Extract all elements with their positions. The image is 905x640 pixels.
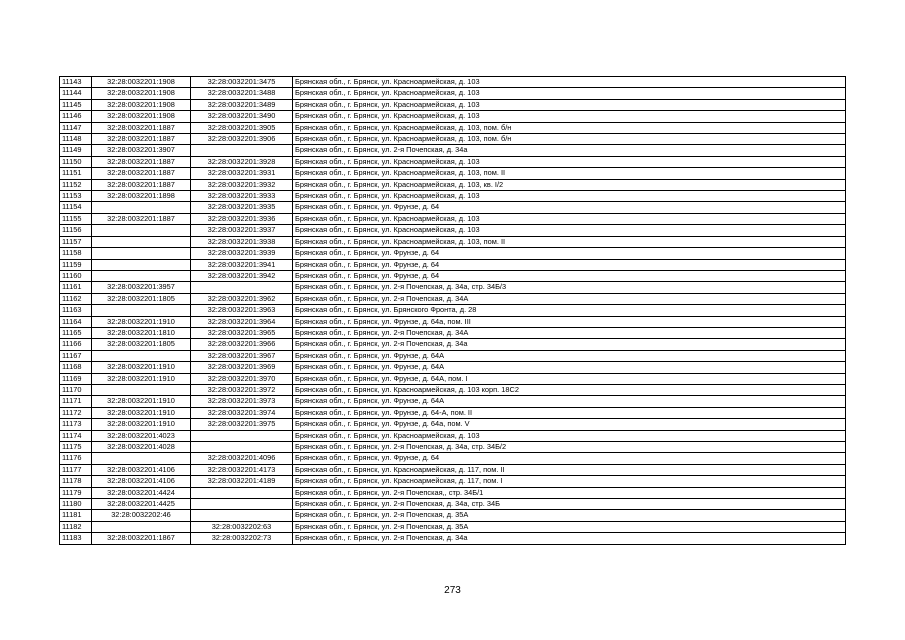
address-cell: Брянская обл., г. Брянск, ул. 2-я Почепская, д. 35А <box>293 521 846 532</box>
address-cell: Брянская обл., г. Брянск, ул. 2-я Почепская, д. 34а, стр. 34Б/2 <box>293 442 846 453</box>
parcel-cadastral-number-cell <box>92 248 191 259</box>
table-row <box>60 396 846 407</box>
parcel-cadastral-number-cell: 32:28:0032201:4028 <box>92 442 191 453</box>
table-row <box>60 442 846 453</box>
address-cell: Брянская обл., г. Брянск, ул. 2-я Почепская, д. 35А <box>293 510 846 521</box>
row-number-cell: 11143 <box>60 77 92 88</box>
address-cell: Брянская обл., г. Брянск, ул. Красноармейская, д. 103 <box>293 77 846 88</box>
parcel-cadastral-number-cell: 32:28:0032201:3957 <box>92 282 191 293</box>
page-number: 273 <box>444 585 461 596</box>
address-cell: Брянская обл., г. Брянск, ул. Фрунзе, д. 64А, пом. I <box>293 373 846 384</box>
table-row <box>60 339 846 350</box>
address-cell: Брянская обл., г. Брянск, ул. Красноармейская, д. 103, пом. б/н <box>293 122 846 133</box>
address-cell: Брянская обл., г. Брянск, ул. Фрунзе, д. 64А <box>293 350 846 361</box>
object-cadastral-number-cell: 32:28:0032201:3963 <box>191 305 293 316</box>
parcel-cadastral-number-cell: 32:28:0032201:1867 <box>92 533 191 544</box>
object-cadastral-number-cell: 32:28:0032201:3962 <box>191 293 293 304</box>
table-row <box>60 293 846 304</box>
row-number-cell: 11171 <box>60 396 92 407</box>
parcel-cadastral-number-cell: 32:28:0032201:1887 <box>92 134 191 145</box>
object-cadastral-number-cell: 32:28:0032201:3969 <box>191 362 293 373</box>
row-number-cell: 11165 <box>60 327 92 338</box>
object-cadastral-number-cell: 32:28:0032201:3933 <box>191 191 293 202</box>
object-cadastral-number-cell: 32:28:0032201:4173 <box>191 464 293 475</box>
object-cadastral-number-cell <box>191 430 293 441</box>
parcel-cadastral-number-cell: 32:28:0032201:1910 <box>92 373 191 384</box>
address-cell: Брянская обл., г. Брянск, ул. Красноармейская, д. 103 <box>293 430 846 441</box>
row-number-cell: 11145 <box>60 99 92 110</box>
table-row <box>60 259 846 270</box>
row-number-cell: 11158 <box>60 248 92 259</box>
row-number-cell: 11162 <box>60 293 92 304</box>
row-number-cell: 11181 <box>60 510 92 521</box>
object-cadastral-number-cell: 32:28:0032201:3489 <box>191 99 293 110</box>
parcel-cadastral-number-cell <box>92 225 191 236</box>
row-number-cell: 11170 <box>60 384 92 395</box>
register-table-body <box>60 77 846 545</box>
row-number-cell: 11160 <box>60 270 92 281</box>
object-cadastral-number-cell <box>191 442 293 453</box>
row-number-cell: 11154 <box>60 202 92 213</box>
object-cadastral-number-cell <box>191 487 293 498</box>
table-row <box>60 134 846 145</box>
parcel-cadastral-number-cell <box>92 350 191 361</box>
parcel-cadastral-number-cell: 32:28:0032201:4023 <box>92 430 191 441</box>
object-cadastral-number-cell: 32:28:0032201:3937 <box>191 225 293 236</box>
address-cell: Брянская обл., г. Брянск, ул. Фрунзе, д. 64 <box>293 453 846 464</box>
table-row <box>60 407 846 418</box>
address-cell: Брянская обл., г. Брянск, ул. 2-я Почепская, д. 34а <box>293 145 846 156</box>
address-cell: Брянская обл., г. Брянск, ул. Красноармейская, д. 103 <box>293 88 846 99</box>
row-number-cell: 11149 <box>60 145 92 156</box>
table-row <box>60 476 846 487</box>
table-row <box>60 533 846 544</box>
address-cell: Брянская обл., г. Брянск, ул. 2-я Почепская, д. 34а <box>293 339 846 350</box>
object-cadastral-number-cell: 32:28:0032201:3972 <box>191 384 293 395</box>
row-number-cell: 11172 <box>60 407 92 418</box>
parcel-cadastral-number-cell <box>92 453 191 464</box>
parcel-cadastral-number-cell: 32:28:0032201:1910 <box>92 407 191 418</box>
parcel-cadastral-number-cell: 32:28:0032201:1908 <box>92 99 191 110</box>
row-number-cell: 11147 <box>60 122 92 133</box>
object-cadastral-number-cell: 32:28:0032201:3488 <box>191 88 293 99</box>
parcel-cadastral-number-cell: 32:28:0032201:1887 <box>92 168 191 179</box>
table-row <box>60 510 846 521</box>
parcel-cadastral-number-cell: 32:28:0032201:4106 <box>92 476 191 487</box>
object-cadastral-number-cell: 32:28:0032201:3967 <box>191 350 293 361</box>
table-row <box>60 419 846 430</box>
object-cadastral-number-cell: 32:28:0032201:3906 <box>191 134 293 145</box>
object-cadastral-number-cell: 32:28:0032201:3975 <box>191 419 293 430</box>
parcel-cadastral-number-cell: 32:28:0032201:1810 <box>92 327 191 338</box>
parcel-cadastral-number-cell: 32:28:0032201:1910 <box>92 316 191 327</box>
address-cell: Брянская обл., г. Брянск, ул. 2-я Почепская, д. 34а <box>293 533 846 544</box>
object-cadastral-number-cell: 32:28:0032201:3941 <box>191 259 293 270</box>
parcel-cadastral-number-cell: 32:28:0032201:4106 <box>92 464 191 475</box>
table-row <box>60 270 846 281</box>
row-number-cell: 11159 <box>60 259 92 270</box>
address-cell: Брянская обл., г. Брянск, ул. Фрунзе, д. 64а, пом. V <box>293 419 846 430</box>
register-table <box>59 76 846 545</box>
object-cadastral-number-cell: 32:28:0032201:3932 <box>191 179 293 190</box>
address-cell: Брянская обл., г. Брянск, ул. Фрунзе, д. 64 <box>293 270 846 281</box>
row-number-cell: 11183 <box>60 533 92 544</box>
table-row <box>60 384 846 395</box>
object-cadastral-number-cell: 32:28:0032201:3475 <box>191 77 293 88</box>
object-cadastral-number-cell: 32:28:0032201:3928 <box>191 156 293 167</box>
row-number-cell: 11152 <box>60 179 92 190</box>
row-number-cell: 11176 <box>60 453 92 464</box>
row-number-cell: 11167 <box>60 350 92 361</box>
row-number-cell: 11157 <box>60 236 92 247</box>
object-cadastral-number-cell: 32:28:0032201:3973 <box>191 396 293 407</box>
parcel-cadastral-number-cell: 32:28:0032201:4424 <box>92 487 191 498</box>
table-row <box>60 316 846 327</box>
table-row <box>60 362 846 373</box>
row-number-cell: 11151 <box>60 168 92 179</box>
address-cell: Брянская обл., г. Брянск, ул. Красноармейская, д. 103 корп. 18С2 <box>293 384 846 395</box>
object-cadastral-number-cell: 32:28:0032201:3964 <box>191 316 293 327</box>
table-row <box>60 373 846 384</box>
address-cell: Брянская обл., г. Брянск, ул. Фрунзе, д. 64-А, пом. II <box>293 407 846 418</box>
parcel-cadastral-number-cell <box>92 270 191 281</box>
object-cadastral-number-cell: 32:28:0032201:3490 <box>191 111 293 122</box>
address-cell: Брянская обл., г. Брянск, ул. Красноармейская, д. 103, пом. II <box>293 168 846 179</box>
parcel-cadastral-number-cell: 32:28:0032202:46 <box>92 510 191 521</box>
object-cadastral-number-cell <box>191 282 293 293</box>
address-cell: Брянская обл., г. Брянск, ул. Фрунзе, д. 64 <box>293 202 846 213</box>
address-cell: Брянская обл., г. Брянск, ул. Красноармейская, д. 103 <box>293 225 846 236</box>
parcel-cadastral-number-cell: 32:28:0032201:1887 <box>92 213 191 224</box>
table-row <box>60 327 846 338</box>
parcel-cadastral-number-cell: 32:28:0032201:3907 <box>92 145 191 156</box>
parcel-cadastral-number-cell: 32:28:0032201:1887 <box>92 156 191 167</box>
address-cell: Брянская обл., г. Брянск, ул. 2-я Почепская,, стр. 34Б/1 <box>293 487 846 498</box>
table-row <box>60 191 846 202</box>
parcel-cadastral-number-cell: 32:28:0032201:1805 <box>92 293 191 304</box>
row-number-cell: 11182 <box>60 521 92 532</box>
object-cadastral-number-cell <box>191 499 293 510</box>
row-number-cell: 11164 <box>60 316 92 327</box>
table-row <box>60 487 846 498</box>
object-cadastral-number-cell <box>191 145 293 156</box>
address-cell: Брянская обл., г. Брянск, ул. Фрунзе, д. 64 <box>293 248 846 259</box>
table-row <box>60 248 846 259</box>
parcel-cadastral-number-cell <box>92 521 191 532</box>
object-cadastral-number-cell: 32:28:0032201:3935 <box>191 202 293 213</box>
object-cadastral-number-cell: 32:28:0032201:4096 <box>191 453 293 464</box>
parcel-cadastral-number-cell: 32:28:0032201:1887 <box>92 179 191 190</box>
address-cell: Брянская обл., г. Брянск, ул. Красноармейская, д. 103, пом. II <box>293 236 846 247</box>
parcel-cadastral-number-cell: 32:28:0032201:1805 <box>92 339 191 350</box>
table-row <box>60 236 846 247</box>
row-number-cell: 11175 <box>60 442 92 453</box>
table-row <box>60 156 846 167</box>
address-cell: Брянская обл., г. Брянск, ул. Брянского Фронта, д. 28 <box>293 305 846 316</box>
row-number-cell: 11150 <box>60 156 92 167</box>
parcel-cadastral-number-cell: 32:28:0032201:1910 <box>92 362 191 373</box>
address-cell: Брянская обл., г. Брянск, ул. Красноармейская, д. 117, пом. II <box>293 464 846 475</box>
row-number-cell: 11155 <box>60 213 92 224</box>
table-row <box>60 88 846 99</box>
table-row <box>60 213 846 224</box>
row-number-cell: 11161 <box>60 282 92 293</box>
row-number-cell: 11174 <box>60 430 92 441</box>
row-number-cell: 11144 <box>60 88 92 99</box>
table-row <box>60 145 846 156</box>
object-cadastral-number-cell: 32:28:0032202:73 <box>191 533 293 544</box>
parcel-cadastral-number-cell <box>92 305 191 316</box>
address-cell: Брянская обл., г. Брянск, ул. Фрунзе, д. 64А <box>293 362 846 373</box>
row-number-cell: 11177 <box>60 464 92 475</box>
row-number-cell: 11163 <box>60 305 92 316</box>
parcel-cadastral-number-cell <box>92 384 191 395</box>
address-cell: Брянская обл., г. Брянск, ул. Красноармейская, д. 103 <box>293 156 846 167</box>
address-cell: Брянская обл., г. Брянск, ул. Красноармейская, д. 103 <box>293 191 846 202</box>
table-row <box>60 521 846 532</box>
object-cadastral-number-cell: 32:28:0032202:63 <box>191 521 293 532</box>
address-cell: Брянская обл., г. Брянск, ул. Красноармейская, д. 103, кв. I/2 <box>293 179 846 190</box>
object-cadastral-number-cell: 32:28:0032201:3905 <box>191 122 293 133</box>
table-row <box>60 464 846 475</box>
address-cell: Брянская обл., г. Брянск, ул. 2-я Почепская, д. 34а, стр. 34Б <box>293 499 846 510</box>
parcel-cadastral-number-cell: 32:28:0032201:4425 <box>92 499 191 510</box>
row-number-cell: 11168 <box>60 362 92 373</box>
table-row <box>60 225 846 236</box>
row-number-cell: 11146 <box>60 111 92 122</box>
address-cell: Брянская обл., г. Брянск, ул. Красноармейская, д. 117, пом. I <box>293 476 846 487</box>
parcel-cadastral-number-cell: 32:28:0032201:1908 <box>92 77 191 88</box>
object-cadastral-number-cell: 32:28:0032201:3931 <box>191 168 293 179</box>
address-cell: Брянская обл., г. Брянск, ул. Красноармейская, д. 103 <box>293 111 846 122</box>
parcel-cadastral-number-cell: 32:28:0032201:1910 <box>92 396 191 407</box>
table-row <box>60 179 846 190</box>
table-row <box>60 202 846 213</box>
row-number-cell: 11148 <box>60 134 92 145</box>
object-cadastral-number-cell: 32:28:0032201:3936 <box>191 213 293 224</box>
row-number-cell: 11156 <box>60 225 92 236</box>
table-row <box>60 430 846 441</box>
object-cadastral-number-cell: 32:28:0032201:3942 <box>191 270 293 281</box>
row-number-cell: 11178 <box>60 476 92 487</box>
table-row <box>60 122 846 133</box>
table-row <box>60 168 846 179</box>
parcel-cadastral-number-cell: 32:28:0032201:1910 <box>92 419 191 430</box>
row-number-cell: 11169 <box>60 373 92 384</box>
table-row <box>60 499 846 510</box>
object-cadastral-number-cell: 32:28:0032201:3965 <box>191 327 293 338</box>
row-number-cell: 11179 <box>60 487 92 498</box>
parcel-cadastral-number-cell <box>92 236 191 247</box>
table-row <box>60 305 846 316</box>
object-cadastral-number-cell: 32:28:0032201:4189 <box>191 476 293 487</box>
parcel-cadastral-number-cell: 32:28:0032201:1898 <box>92 191 191 202</box>
table-row <box>60 282 846 293</box>
object-cadastral-number-cell: 32:28:0032201:3939 <box>191 248 293 259</box>
row-number-cell: 11180 <box>60 499 92 510</box>
address-cell: Брянская обл., г. Брянск, ул. Фрунзе, д. 64 <box>293 259 846 270</box>
address-cell: Брянская обл., г. Брянск, ул. Фрунзе, д. 64а, пом. III <box>293 316 846 327</box>
parcel-cadastral-number-cell <box>92 202 191 213</box>
address-cell: Брянская обл., г. Брянск, ул. Красноармейская, д. 103 <box>293 99 846 110</box>
address-cell: Брянская обл., г. Брянск, ул. 2-я Почепская, д. 34а, стр. 34Б/3 <box>293 282 846 293</box>
object-cadastral-number-cell: 32:28:0032201:3966 <box>191 339 293 350</box>
parcel-cadastral-number-cell: 32:28:0032201:1908 <box>92 111 191 122</box>
address-cell: Брянская обл., г. Брянск, ул. Красноармейская, д. 103 <box>293 213 846 224</box>
object-cadastral-number-cell: 32:28:0032201:3970 <box>191 373 293 384</box>
address-cell: Брянская обл., г. Брянск, ул. 2-я Почепская, д. 34А <box>293 293 846 304</box>
row-number-cell: 11153 <box>60 191 92 202</box>
object-cadastral-number-cell: 32:28:0032201:3974 <box>191 407 293 418</box>
address-cell: Брянская обл., г. Брянск, ул. Красноармейская, д. 103, пом. б/н <box>293 134 846 145</box>
object-cadastral-number-cell <box>191 510 293 521</box>
parcel-cadastral-number-cell: 32:28:0032201:1887 <box>92 122 191 133</box>
table-row <box>60 77 846 88</box>
row-number-cell: 11173 <box>60 419 92 430</box>
table-row <box>60 99 846 110</box>
address-cell: Брянская обл., г. Брянск, ул. 2-я Почепская, д. 34А <box>293 327 846 338</box>
parcel-cadastral-number-cell <box>92 259 191 270</box>
table-row <box>60 453 846 464</box>
parcel-cadastral-number-cell: 32:28:0032201:1908 <box>92 88 191 99</box>
address-cell: Брянская обл., г. Брянск, ул. Фрунзе, д. 64А <box>293 396 846 407</box>
object-cadastral-number-cell: 32:28:0032201:3938 <box>191 236 293 247</box>
table-row <box>60 350 846 361</box>
table-row <box>60 111 846 122</box>
row-number-cell: 11166 <box>60 339 92 350</box>
